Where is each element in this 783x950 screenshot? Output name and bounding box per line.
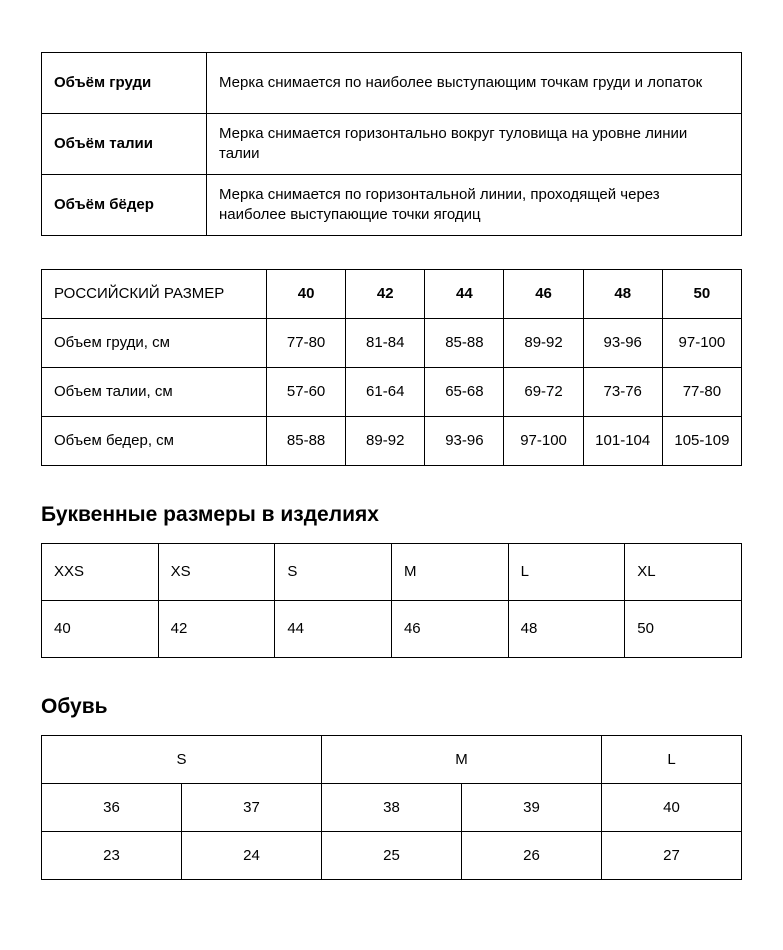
russian-size-table — [41, 269, 742, 466]
shoe-size-cm-cell: 24 — [182, 832, 322, 880]
size-value-cell: 77-80 — [267, 319, 346, 368]
size-value-cell: 77-80 — [662, 368, 741, 417]
table-header-row — [42, 270, 742, 319]
shoe-size-eu-cell: 37 — [182, 784, 322, 832]
size-value-cell: 97-100 — [662, 319, 741, 368]
numeric-size-cell: 46 — [391, 601, 508, 658]
table-row — [42, 114, 742, 175]
size-header-cell: 46 — [504, 270, 583, 319]
shoe-size-cm-cell: 25 — [322, 832, 462, 880]
letter-sizes-heading: Буквенные размеры в изделиях — [41, 503, 379, 526]
size-header-cell: 40 — [267, 270, 346, 319]
size-value-cell: 89-92 — [346, 417, 425, 466]
letter-size-cell: L — [508, 544, 625, 601]
measurement-description-waist: Мерка снимается горизонтально вокруг туловища на уровне линии талии — [207, 114, 742, 175]
numeric-size-cell: 50 — [625, 601, 742, 658]
letter-size-cell: M — [391, 544, 508, 601]
size-value-cell: 65-68 — [425, 368, 504, 417]
russian-size-header-label: РОССИЙСКИЙ РАЗМЕР — [42, 270, 267, 319]
size-header-cell: 44 — [425, 270, 504, 319]
letter-size-cell: XL — [625, 544, 742, 601]
size-value-cell: 101-104 — [583, 417, 662, 466]
size-header-cell: 50 — [662, 270, 741, 319]
size-value-cell: 97-100 — [504, 417, 583, 466]
measurement-label-waist: Объём талии — [42, 114, 207, 175]
table-row — [42, 175, 742, 236]
numeric-size-cell: 44 — [275, 601, 392, 658]
shoe-size-eu-cell: 40 — [602, 784, 742, 832]
size-value-cell: 93-96 — [583, 319, 662, 368]
letter-size-cell: XS — [158, 544, 275, 601]
table-header-row — [42, 544, 742, 601]
row-label-waist: Объем талии, см — [42, 368, 267, 417]
measurement-description-chest: Мерка снимается по наиболее выступающим точкам груди и лопаток — [207, 53, 742, 114]
numeric-size-cell: 42 — [158, 601, 275, 658]
letter-sizes-table — [41, 543, 742, 658]
shoes-size-table — [41, 735, 742, 880]
size-value-cell: 57-60 — [267, 368, 346, 417]
numeric-size-cell: 48 — [508, 601, 625, 658]
shoe-size-cm-cell: 26 — [462, 832, 602, 880]
size-value-cell: 69-72 — [504, 368, 583, 417]
size-value-cell: 85-88 — [425, 319, 504, 368]
letter-size-cell: XXS — [42, 544, 159, 601]
shoe-group-header-m: M — [322, 736, 602, 784]
shoe-size-cm-cell: 23 — [42, 832, 182, 880]
size-value-cell: 73-76 — [583, 368, 662, 417]
measurement-label-hips: Объём бёдер — [42, 175, 207, 236]
size-value-cell: 93-96 — [425, 417, 504, 466]
size-header-cell: 42 — [346, 270, 425, 319]
shoe-size-eu-cell: 36 — [42, 784, 182, 832]
measurement-description-hips: Мерка снимается по горизонтальной линии, проходящей через наиболее выступающие точки ягодиц — [207, 175, 742, 236]
shoe-size-eu-cell: 39 — [462, 784, 602, 832]
row-label-chest: Объем груди, см — [42, 319, 267, 368]
measurement-label-chest: Объём груди — [42, 53, 207, 114]
letter-size-cell: S — [275, 544, 392, 601]
size-value-cell: 89-92 — [504, 319, 583, 368]
size-value-cell: 85-88 — [267, 417, 346, 466]
table-header-row — [42, 736, 742, 784]
table-row — [42, 53, 742, 114]
shoes-heading: Обувь — [41, 695, 108, 719]
shoe-group-header-s: S — [42, 736, 322, 784]
measurement-definitions-table — [41, 52, 742, 236]
table-row — [42, 417, 742, 466]
size-header-cell: 48 — [583, 270, 662, 319]
shoe-group-header-l: L — [602, 736, 742, 784]
table-row — [42, 832, 742, 880]
table-row — [42, 319, 742, 368]
shoe-size-eu-cell: 38 — [322, 784, 462, 832]
numeric-size-cell: 40 — [42, 601, 159, 658]
row-label-hips: Объем бедер, см — [42, 417, 267, 466]
size-value-cell: 61-64 — [346, 368, 425, 417]
table-row — [42, 784, 742, 832]
table-row — [42, 368, 742, 417]
size-value-cell: 81-84 — [346, 319, 425, 368]
shoe-size-cm-cell: 27 — [602, 832, 742, 880]
size-value-cell: 105-109 — [662, 417, 741, 466]
table-row — [42, 601, 742, 658]
